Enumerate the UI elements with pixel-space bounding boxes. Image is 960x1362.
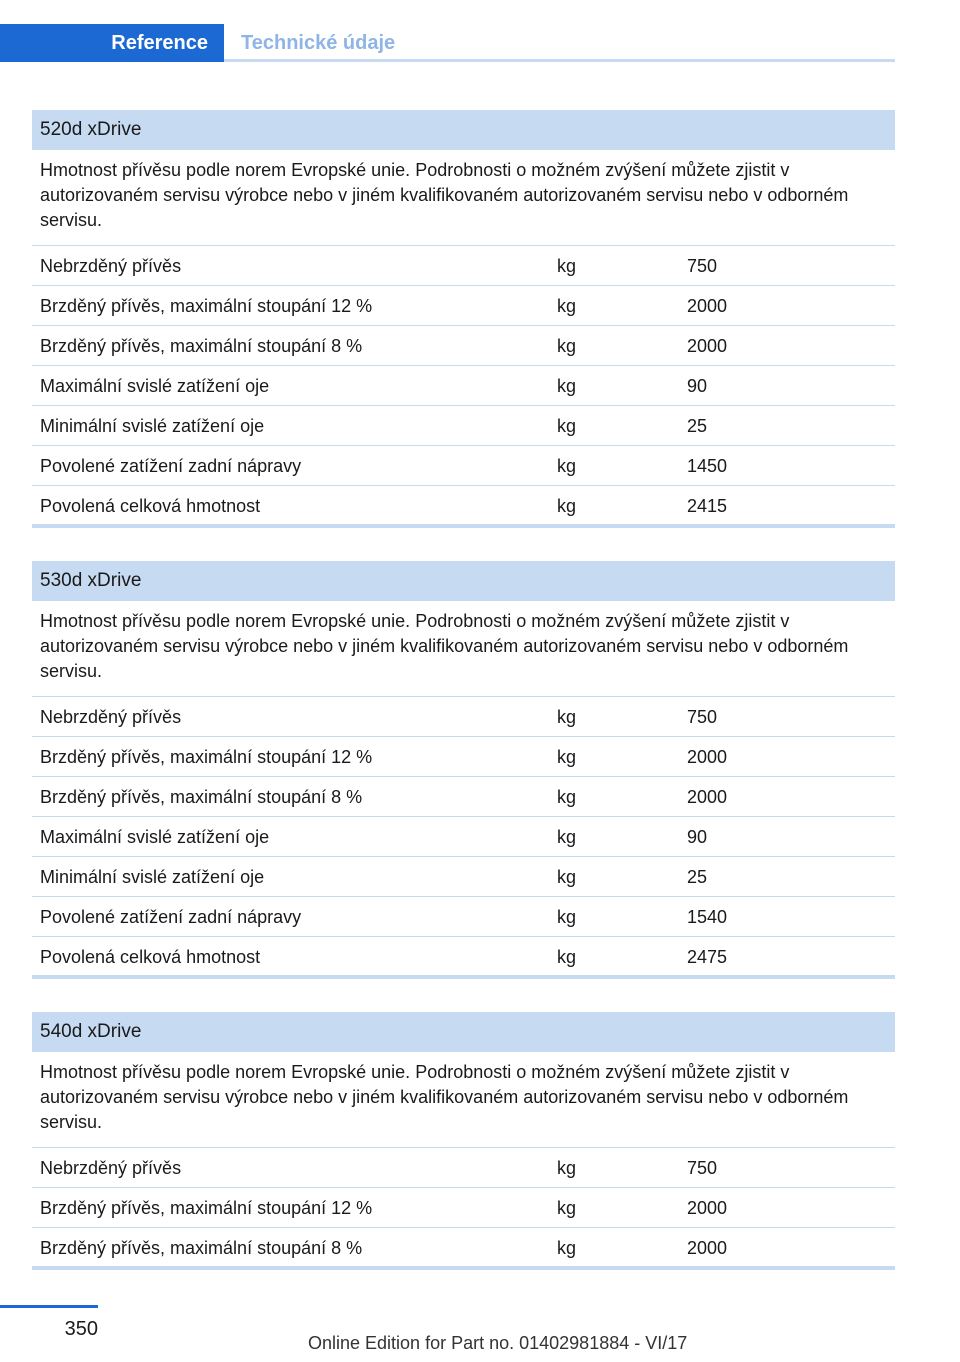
row-label: Nebrzděný přívěs — [40, 256, 182, 276]
row-unit: kg — [557, 496, 577, 516]
row-unit: kg — [557, 456, 577, 476]
table-row — [32, 486, 895, 528]
spec-table-530d — [32, 561, 895, 979]
table-row — [32, 286, 895, 326]
row-unit: kg — [557, 747, 577, 767]
row-unit: kg — [557, 787, 577, 807]
table-row — [32, 366, 895, 406]
row-unit: kg — [557, 256, 577, 276]
row-unit: kg — [557, 1198, 577, 1218]
table-row — [32, 1228, 895, 1270]
row-unit: kg — [557, 867, 577, 887]
row-value: 2000 — [687, 747, 728, 767]
row-value: 2000 — [687, 787, 728, 807]
table-row — [32, 937, 895, 979]
row-unit: kg — [557, 296, 577, 316]
table-row — [32, 897, 895, 937]
row-value: 2000 — [687, 1238, 728, 1258]
table-row — [32, 406, 895, 446]
table-row — [32, 246, 895, 286]
row-label: Brzděný přívěs, maximální stoupání 12 % — [40, 296, 373, 316]
row-label: Nebrzděný přívěs — [40, 707, 182, 727]
row-value: 2415 — [687, 496, 728, 516]
table-row — [32, 446, 895, 486]
row-value: 750 — [687, 707, 718, 727]
row-unit: kg — [557, 827, 577, 847]
row-label: Brzděný přívěs, maximální stoupání 8 % — [40, 336, 363, 356]
tab-reference[interactable]: Reference — [0, 24, 224, 62]
row-value: 25 — [687, 416, 708, 436]
table-row — [32, 777, 895, 817]
content — [32, 110, 895, 1303]
row-label: Maximální svislé zatížení oje — [40, 376, 270, 396]
table-row — [32, 737, 895, 777]
table-row — [32, 817, 895, 857]
row-value: 25 — [687, 867, 708, 887]
row-value: 1540 — [687, 907, 728, 927]
footer-accent-line — [0, 1305, 98, 1308]
row-label: Povolené zatížení zadní nápravy — [40, 456, 302, 476]
table-row — [32, 857, 895, 897]
row-value: 1450 — [687, 456, 728, 476]
table-row — [32, 697, 895, 737]
row-label: Maximální svislé zatížení oje — [40, 827, 270, 847]
row-value: 2000 — [687, 336, 728, 356]
spec-table-520d — [32, 110, 895, 528]
row-label: Brzděný přívěs, maximální stoupání 8 % — [40, 1238, 363, 1258]
row-unit: kg — [557, 1238, 577, 1258]
table-title: 520d xDrive — [32, 110, 895, 150]
row-label: Nebrzděný přívěs — [40, 1158, 182, 1178]
row-value: 90 — [687, 827, 708, 847]
tab-technical-data[interactable]: Technické údaje — [241, 32, 396, 54]
row-unit: kg — [557, 947, 577, 967]
table-title: 530d xDrive — [32, 561, 895, 601]
header-divider — [224, 59, 895, 62]
row-value: 90 — [687, 376, 708, 396]
row-label: Povolená celková hmotnost — [40, 947, 261, 967]
table-title: 540d xDrive — [32, 1012, 895, 1052]
row-unit: kg — [557, 907, 577, 927]
row-unit: kg — [557, 707, 577, 727]
row-label: Povolená celková hmotnost — [40, 496, 261, 516]
row-value: 750 — [687, 1158, 718, 1178]
row-label: Minimální svislé zatížení oje — [40, 867, 265, 887]
row-label: Povolené zatížení zadní nápravy — [40, 907, 302, 927]
page-number: 350 — [64, 1318, 98, 1340]
table-row — [32, 1148, 895, 1188]
edition-note: Online Edition for Part no. 01402981884 - VI/17 — [308, 1333, 688, 1353]
table-description: Hmotnost přívěsu podle norem Evropské unie. Podrobnosti o možném zvýšení můžete zjistit v autorizovaném servisu výrobce nebo v jiném kvalifikovaném autorizovaném servisu nebo v odborném servisu. — [32, 1052, 895, 1148]
row-label: Brzděný přívěs, maximální stoupání 12 % — [40, 747, 373, 767]
row-unit: kg — [557, 416, 577, 436]
table-description: Hmotnost přívěsu podle norem Evropské unie. Podrobnosti o možném zvýšení můžete zjistit v autorizovaném servisu výrobce nebo v jiném kvalifikovaném autorizovaném servisu nebo v odborném servisu. — [32, 601, 895, 697]
header — [0, 24, 895, 62]
row-label: Brzděný přívěs, maximální stoupání 8 % — [40, 787, 363, 807]
row-unit: kg — [557, 376, 577, 396]
row-value: 2475 — [687, 947, 728, 967]
row-unit: kg — [557, 336, 577, 356]
spec-table-540d — [32, 1012, 895, 1270]
row-value: 750 — [687, 256, 718, 276]
table-row — [32, 326, 895, 366]
table-description: Hmotnost přívěsu podle norem Evropské unie. Podrobnosti o možném zvýšení můžete zjistit v autorizovaném servisu výrobce nebo v jiném kvalifikovaném autorizovaném servisu nebo v odborném servisu. — [32, 150, 895, 246]
row-label: Minimální svislé zatížení oje — [40, 416, 265, 436]
row-unit: kg — [557, 1158, 577, 1178]
row-value: 2000 — [687, 1198, 728, 1218]
row-value: 2000 — [687, 296, 728, 316]
row-label: Brzděný přívěs, maximální stoupání 12 % — [40, 1198, 373, 1218]
table-row — [32, 1188, 895, 1228]
